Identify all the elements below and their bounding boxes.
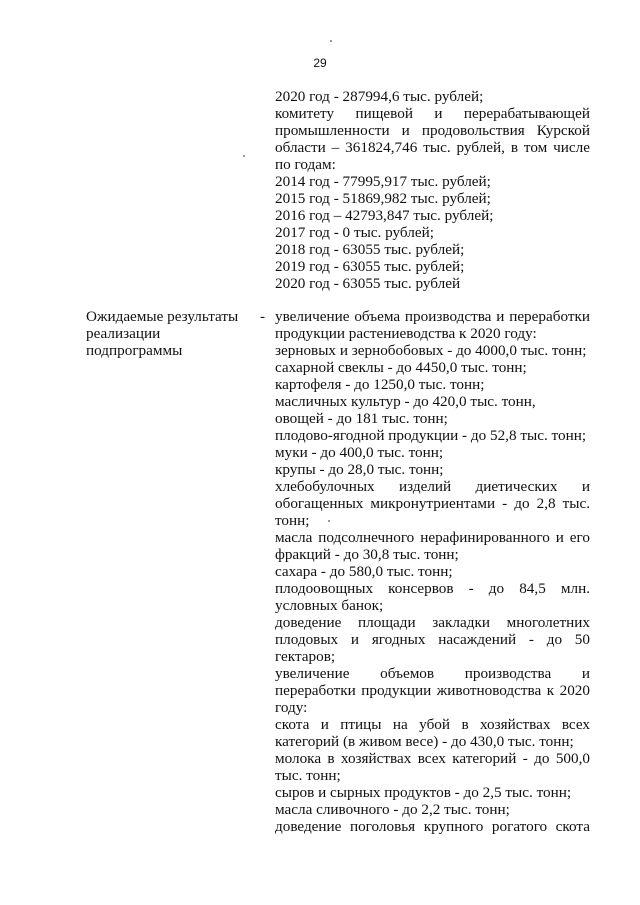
text-line: 2016 год – 42793,847 тыс. рублей; xyxy=(275,207,494,224)
text-line: тыс. тонн; xyxy=(275,767,341,784)
text-line: сахара - до 580,0 тыс. тонн; xyxy=(275,563,453,580)
text-line: году: xyxy=(275,699,308,716)
text-line: обогащенных микронутриентами - до 2,8 тыс. xyxy=(275,495,590,512)
text-line: хлебобулочных изделий диетических и xyxy=(275,478,590,495)
text-line: комитету пищевой и перерабатывающей xyxy=(275,105,590,122)
text-line: доведение площади закладки многолетних xyxy=(275,614,590,631)
scan-speck xyxy=(243,155,245,157)
section-label-line: реализации xyxy=(86,325,161,342)
text-line: муки - до 400,0 тыс. тонн; xyxy=(275,444,444,461)
text-line: масличных культур - до 420,0 тыс. тонн, xyxy=(275,393,536,410)
text-line: масла подсолнечного нерафинированного и его xyxy=(275,529,590,546)
text-line: плодово-ягодной продукции - до 52,8 тыс. тонн; xyxy=(275,427,587,444)
text-line: категорий (в живом весе) - до 430,0 тыс. тонн; xyxy=(275,733,574,750)
text-line: картофеля - до 1250,0 тыс. тонн; xyxy=(275,376,485,393)
text-line: по годам: xyxy=(275,156,336,173)
text-line: 2020 год - 287994,6 тыс. рублей; xyxy=(275,88,484,105)
section-label-line: Ожидаемые результаты xyxy=(86,308,239,325)
text-line: 2018 год - 63055 тыс. рублей; xyxy=(275,241,465,258)
text-line: сахарной свеклы - до 4450,0 тыс. тонн; xyxy=(275,359,527,376)
text-line: 2019 год - 63055 тыс. рублей; xyxy=(275,258,465,275)
text-line: 2020 год - 63055 тыс. рублей xyxy=(275,275,461,292)
text-line: условных банок; xyxy=(275,597,384,614)
text-line: промышленности и продовольствия Курской xyxy=(275,122,590,139)
text-line: фракций - до 30,8 тыс. тонн; xyxy=(275,546,459,563)
text-line: сыров и сырных продуктов - до 2,5 тыс. тонн; xyxy=(275,784,572,801)
text-line: 2017 год - 0 тыс. рублей; xyxy=(275,224,434,241)
text-line: скота и птицы на убой в хозяйствах всех xyxy=(275,716,590,733)
text-line: области – 361824,746 тыс. рублей, в том числе xyxy=(275,139,590,156)
text-line: увеличение объема производства и переработки xyxy=(275,308,590,325)
text-line: продукции растениеводства к 2020 году: xyxy=(275,325,537,342)
text-line: переработки продукции животноводства к 2020 xyxy=(275,682,590,699)
scan-speck xyxy=(330,40,332,42)
page-number: 29 xyxy=(313,56,327,70)
text-line: гектаров; xyxy=(275,648,336,665)
text-line: доведение поголовья крупного рогатого скота xyxy=(275,818,590,835)
section-dash: - xyxy=(260,308,266,325)
text-line: увеличение объемов производства и xyxy=(275,665,590,682)
text-line: 2015 год - 51869,982 тыс. рублей; xyxy=(275,190,491,207)
section-label-line: подпрограммы xyxy=(86,342,183,359)
text-line: молока в хозяйствах всех категорий - до 500,0 xyxy=(275,750,590,767)
text-line: зерновых и зернобобовых - до 4000,0 тыс. тонн; xyxy=(275,342,587,359)
text-line: 2014 год - 77995,917 тыс. рублей; xyxy=(275,173,491,190)
text-line: плодовых и ягодных насаждений - до 50 xyxy=(275,631,590,648)
text-line: тонн; xyxy=(275,512,310,529)
text-line: масла сливочного - до 2,2 тыс. тонн; xyxy=(275,801,510,818)
text-line: плодоовощных консервов - до 84,5 млн. xyxy=(275,580,590,597)
text-line: крупы - до 28,0 тыс. тонн; xyxy=(275,461,444,478)
section-label xyxy=(86,308,256,359)
text-line: овощей - до 181 тыс. тонн; xyxy=(275,410,448,427)
